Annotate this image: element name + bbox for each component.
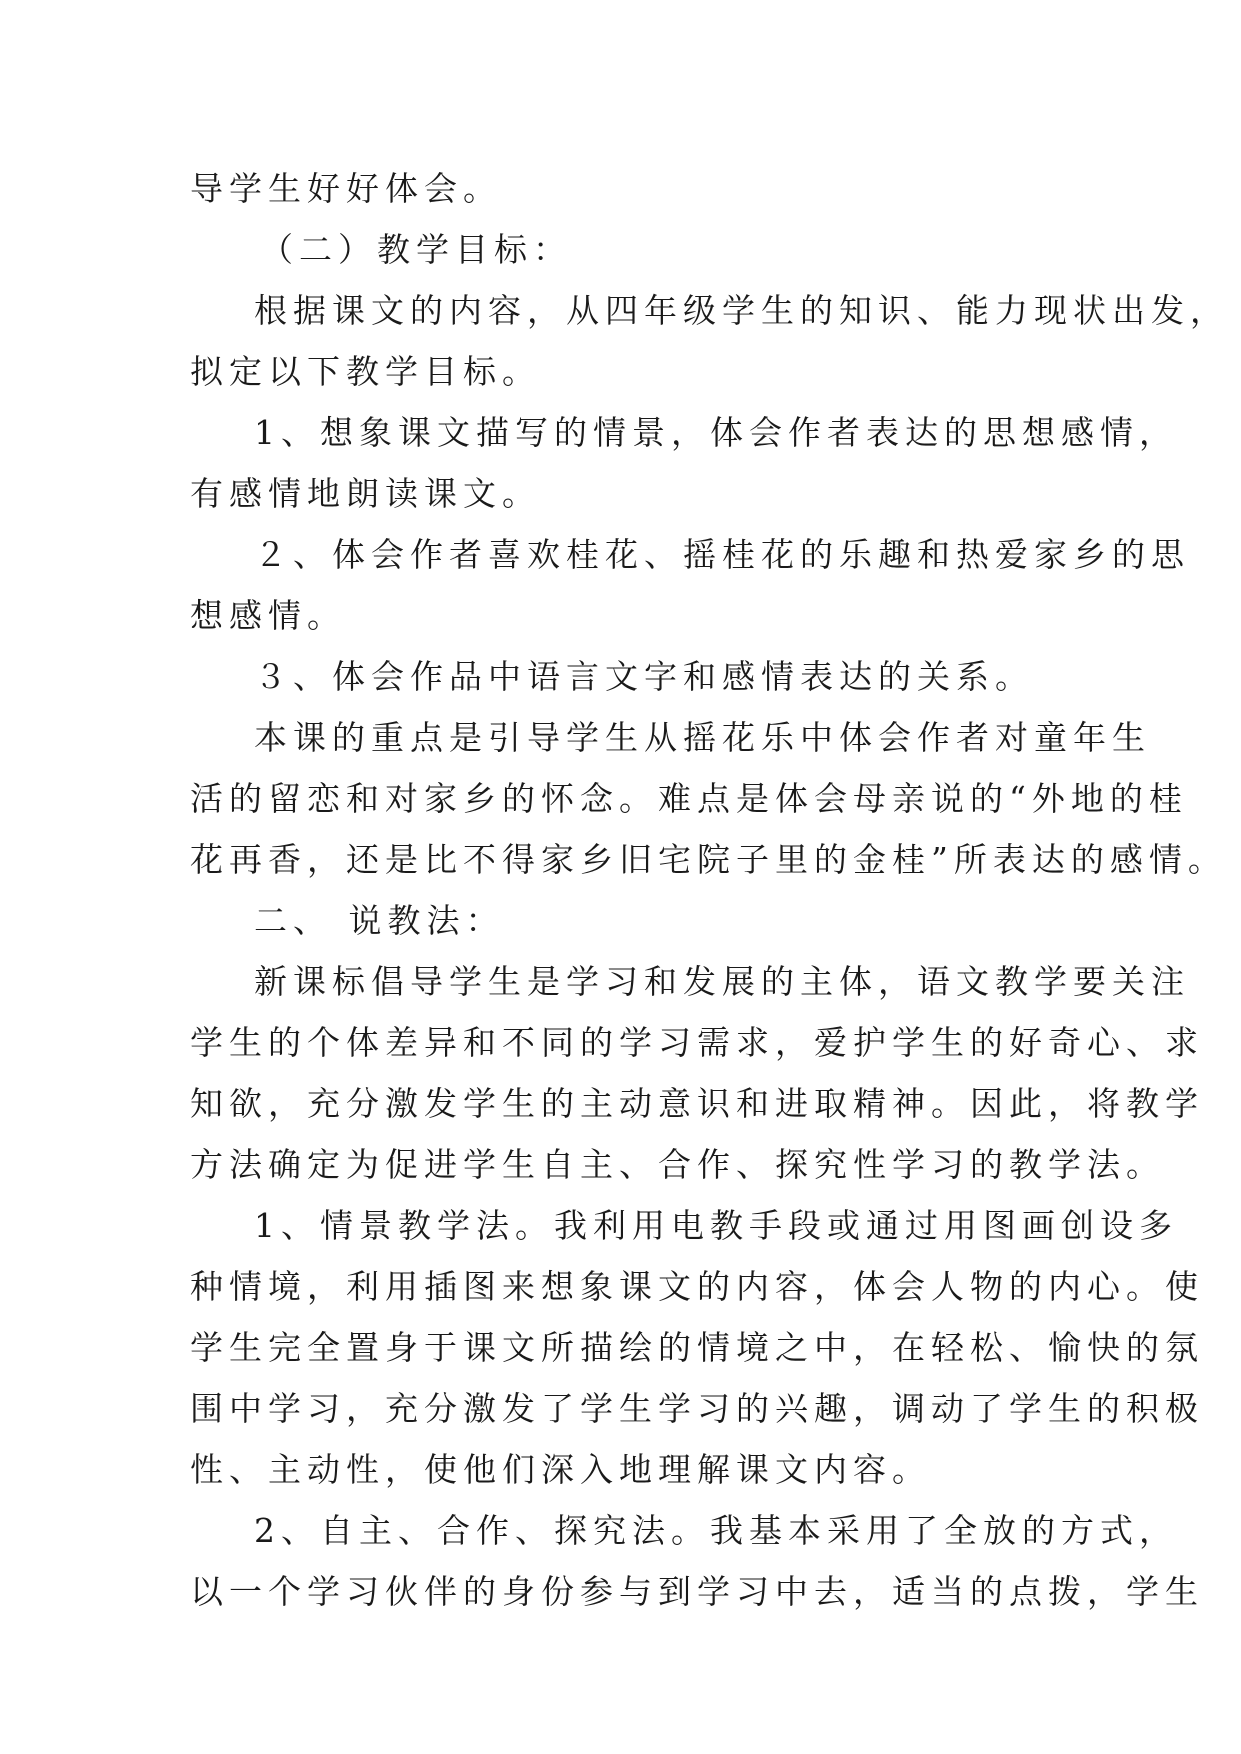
section-heading: 二、 说教法： — [254, 901, 505, 940]
text-line: 以一个学习伙伴的身份参与到学习中去，适当的点拨，学生 — [190, 1572, 1204, 1611]
text-line: 本课的重点是引导学生从摇花乐中体会作者对童年生 — [254, 718, 1151, 757]
text-line: 新课标倡导学生是学习和发展的主体，语文教学要关注 — [254, 962, 1190, 1001]
text-line: 性、主动性，使他们深入地理解课文内容。 — [190, 1450, 931, 1489]
list-item: 2、自主、合作、探究法。我基本采用了全放的方式， — [254, 1511, 1178, 1550]
document-body — [190, 158, 1229, 1622]
text-line: 学生的个体差异和不同的学习需求，爱护学生的好奇心、求 — [190, 1023, 1204, 1062]
text-line: 花再香，还是比不得家乡旧宅院子里的金桂”所表达的感情。 — [190, 840, 1227, 879]
text-line: 拟定以下教学目标。 — [190, 352, 541, 391]
text-line: 种情境，利用插图来想象课文的内容，体会人物的内心。使 — [190, 1267, 1204, 1306]
list-item: ２、体会作者喜欢桂花、摇桂花的乐趣和热爱家乡的思 — [254, 535, 1190, 574]
text-line: 导学生好好体会。 — [190, 169, 502, 208]
text-line: 围中学习，充分激发了学生学习的兴趣，调动了学生的积极 — [190, 1389, 1204, 1428]
text-line: 根据课文的内容，从四年级学生的知识、能力现状出发， — [254, 291, 1229, 330]
section-heading: （二）教学目标： — [260, 230, 572, 269]
text-line: 想感情。 — [190, 596, 346, 635]
text-line: 方法确定为促进学生自主、合作、探究性学习的教学法。 — [190, 1145, 1165, 1184]
text-line: 活的留恋和对家乡的怀念。难点是体会母亲说的“外地的桂 — [190, 779, 1188, 818]
list-item: 1、情景教学法。我利用电教手段或通过用图画创设多 — [254, 1206, 1178, 1245]
list-item: 1、想象课文描写的情景，体会作者表达的思想感情， — [254, 413, 1178, 452]
list-item: ３、体会作品中语言文字和感情表达的关系。 — [254, 657, 1034, 696]
text-line: 知欲，充分激发学生的主动意识和进取精神。因此，将教学 — [190, 1084, 1204, 1123]
text-line: 学生完全置身于课文所描绘的情境之中，在轻松、愉快的氛 — [190, 1328, 1204, 1367]
text-line: 有感情地朗读课文。 — [190, 474, 541, 513]
